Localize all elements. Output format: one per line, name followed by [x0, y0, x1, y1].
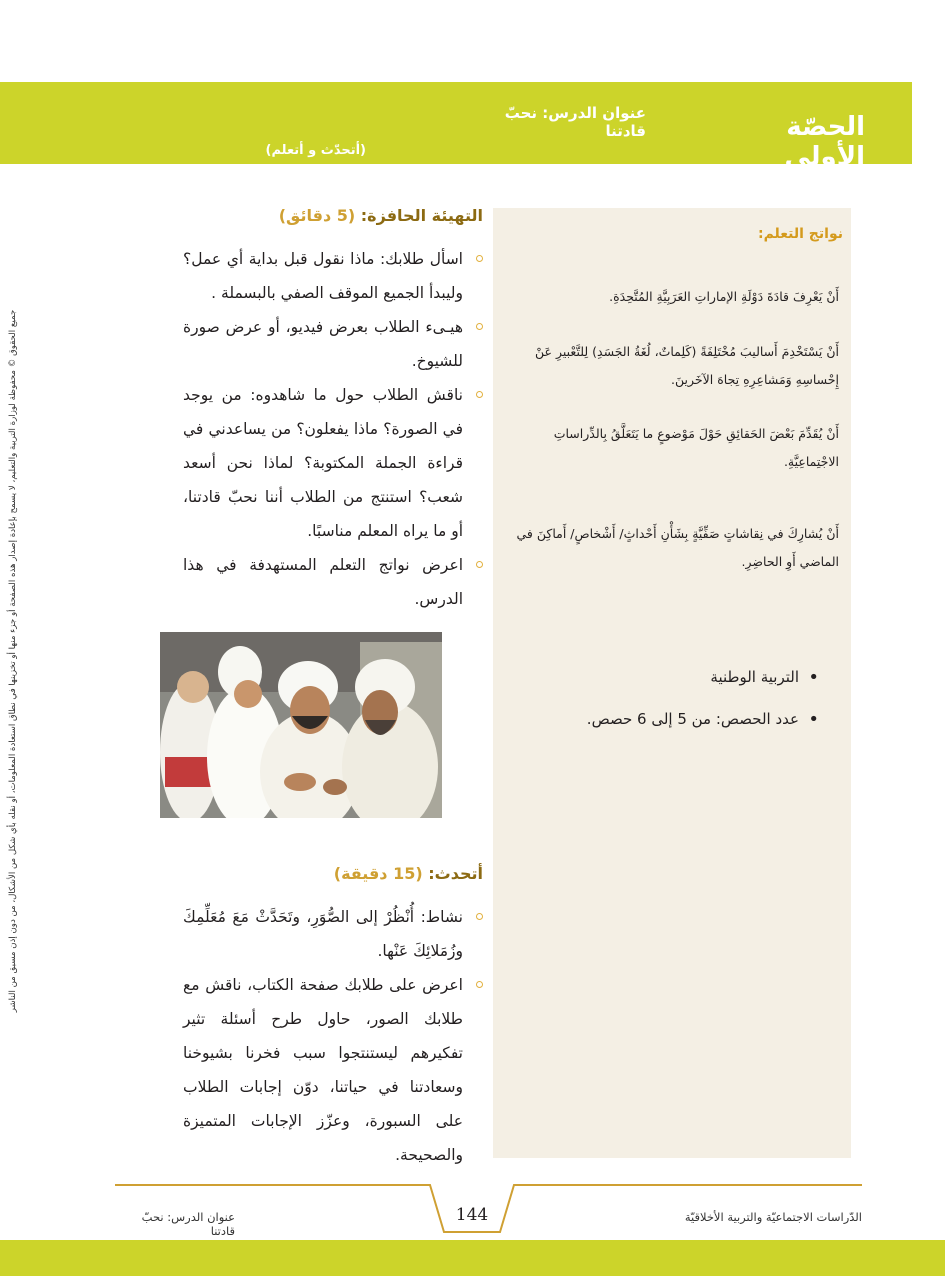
warmup-item-text: اسأل طلابك: ماذا نقول قبل بداية أي عمل؟ وليبدأ الجميع الموقف الصفي بالبسملة .: [183, 250, 463, 302]
page-number: 144: [455, 1205, 489, 1225]
talk-item-text: نشاط: أُنْظُرْ إلى الصُّوَرِ، وتَحَدَّثْ مَعَ مُعَلِّمِكَ وزُمَلائِكَ عَنْها.: [183, 908, 463, 960]
sessions-bullet: • عدد الحصص: من 5 إلى 6 حصص.: [521, 710, 821, 728]
warmup-title-text: التهيئة الحافزة:: [360, 206, 483, 225]
footer-lesson-title: عنوان الدرس: نحبّ قادتنا: [141, 1210, 235, 1238]
warmup-item-text: هيـىء الطلاب بعرض فيديو، أو عرض صورة للشيوخ.: [183, 318, 463, 370]
outcome-item: أَنْ يَعْرِفَ قادَةَ دَوْلَةِ الإماراتِ العَرَبِيَّةِ المُتَّحِدَةِ.: [609, 289, 839, 304]
subject-bullet: • التربية الوطنية: [521, 668, 821, 686]
period-title: الحصّة الأولى: [784, 112, 865, 172]
talk-learn-label: (أتحدّث و أتعلم): [265, 143, 366, 158]
outcome-item: أَنْ يُشارِكَ في نِقاشاتٍ صَفِّيَّةٍ بِشَأْنِ أَحْداثٍ/ أَشْخاصٍ/ أَماكِنَ في الماضي أَوِ الحاضِرِ.: [516, 526, 839, 569]
warmup-duration: (5 دقائق): [278, 206, 356, 225]
outcomes-heading: نواتج التعلم:: [757, 226, 843, 242]
warmup-item-text: ناقش الطلاب حول ما شاهدوه: من يوجد في الصورة؟ ماذا يفعلون؟ من يساعدني في قراءة الجملة المكتوبة؟ لماذا نحن أسعد شعب؟ استنتج من الطلاب أننا نحبّ قادتنا، أو ما يراه المعلم مناسبًا.: [183, 386, 463, 540]
outcome-item: أَنْ يُقَدِّمَ بَعْضَ الحَقائِقِ حَوْلَ مَوْضوعٍ ما يَتَعَلَّقُ بِالدِّراساتِ الاجْتِماعِيَّةِ.: [553, 426, 839, 469]
footer-book-title: الدّراسات الاجتماعيّة والتربية الأخلاقيّة: [684, 1210, 862, 1224]
talk-duration: (15 دقيقة): [333, 864, 423, 883]
copyright-note: جميع الحقوق © محفوظة لوزارة التربية والتعليم، لا يسمح بإعادة إصدار هذه الصفحة أو جزء منها أو تخزينها في نطاق استعادة المعلومات، أو نقله بأي شكل من الأشكال، من دون إذن مسبق من الناشر: [8, 309, 18, 1013]
outcome-item: أَنْ يَسْتَخْدِمَ أَساليبَ مُخْتَلِفَةً (كَلِماتٌ، لُغَةُ الجَسَدِ) لِلتَّعْبيرِ عَنْ إِحْساسِهِ وَمَشاعِرِهِ تِجاهَ الآخَرينَ.: [535, 344, 839, 387]
header-lesson-title: عنوان الدرس: نحبّ قادتنا: [504, 104, 646, 140]
talk-item-text: اعرض على طلابك صفحة الكتاب، ناقش مع طلابك الصور، حاول طرح أسئلة تثير تفكيرهم ليستنتجوا سبب فخرنا بشيوخنا وسعادتنا في حياتنا، دوّن إجابات الطلاب على السبورة، وعزّز الإجابات المتميزة والصحيحة.: [183, 976, 463, 1164]
warmup-item-text: اعرض نواتج التعلم المستهدفة في هذا الدرس.: [183, 556, 463, 608]
footer-band: [0, 1240, 945, 1276]
talk-title-text: أتحدث:: [428, 864, 483, 883]
